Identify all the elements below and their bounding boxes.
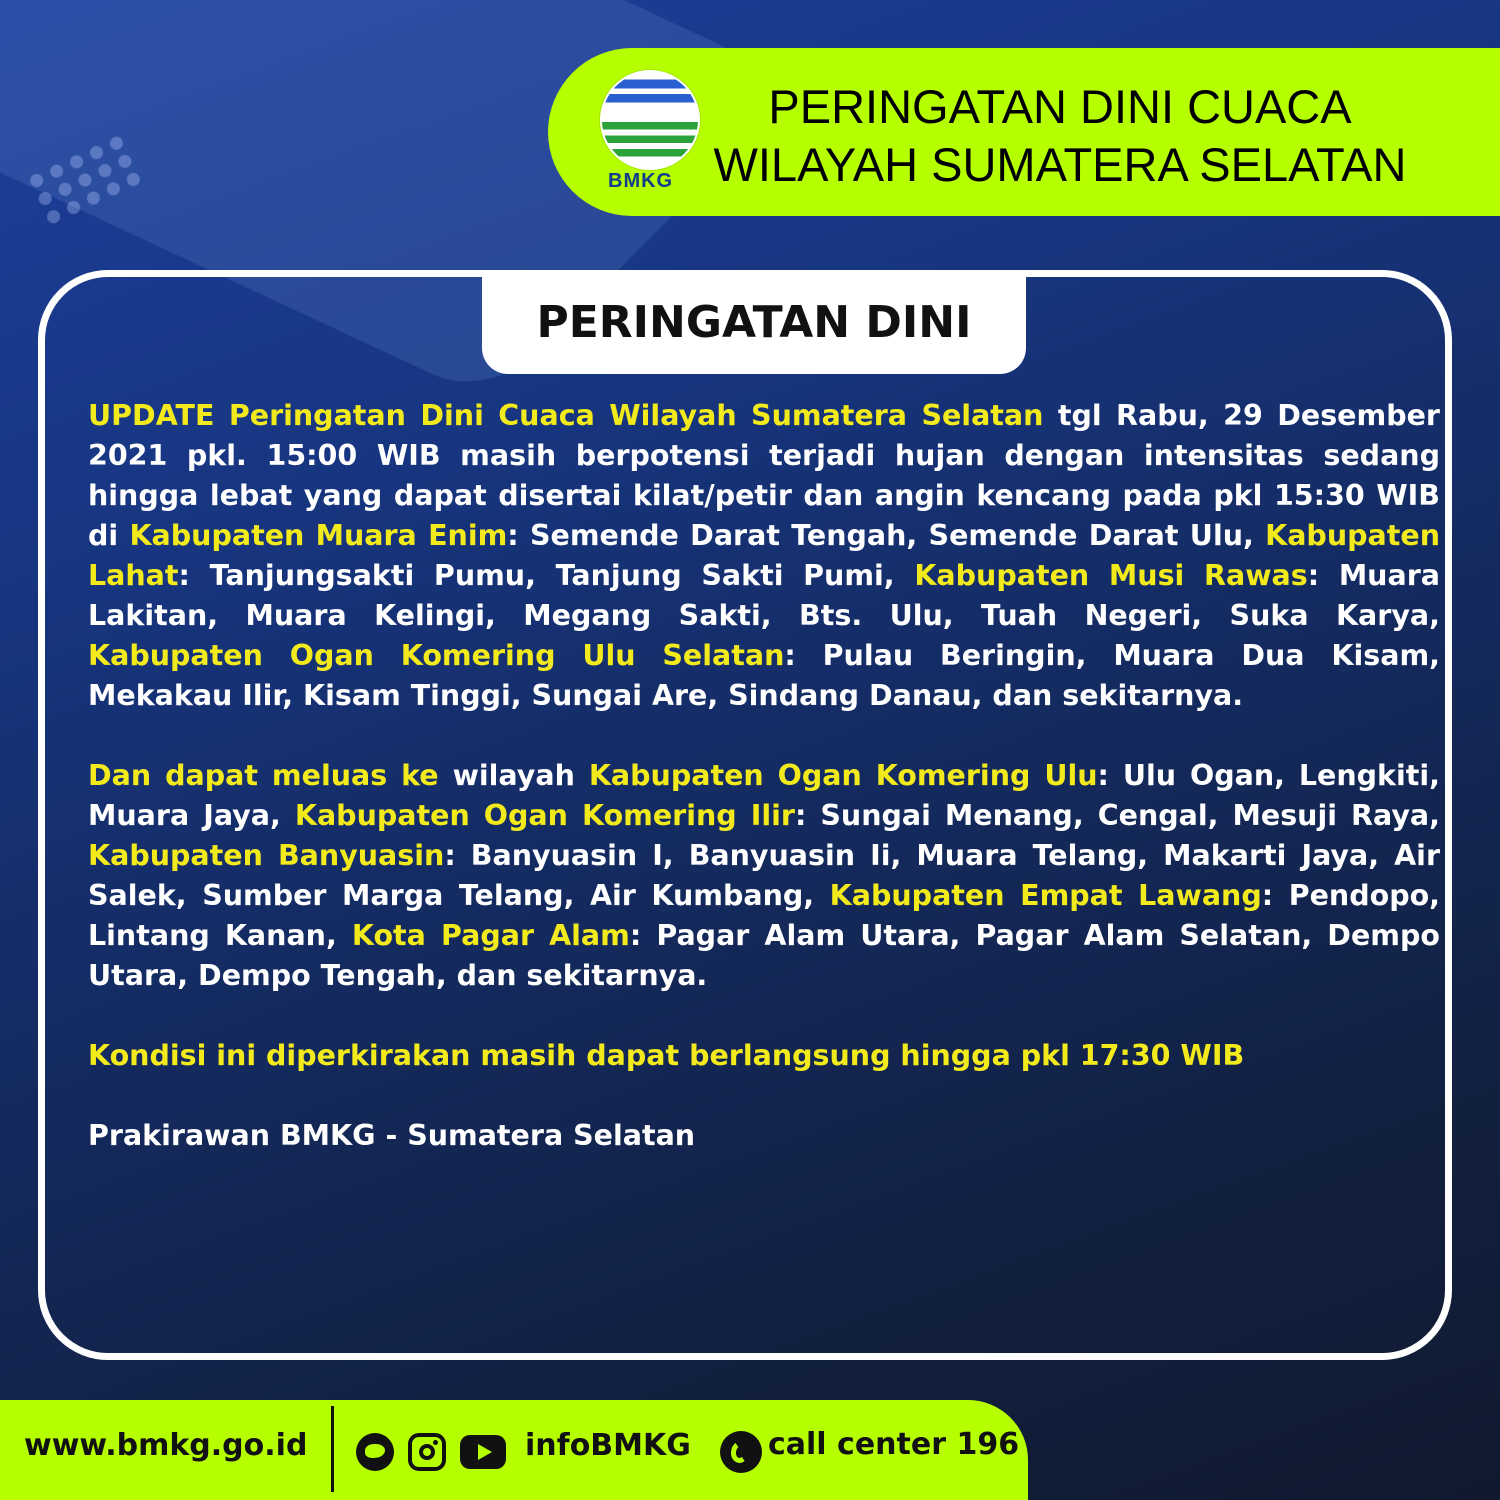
footer-bar — [0, 1400, 1028, 1500]
body-text: : Semende Darat Tengah, Semende Darat Ulu, — [507, 519, 1266, 552]
body-text: : Pendopo, Lintang Kanan, — [88, 879, 1440, 952]
paragraph-2 — [88, 756, 1440, 996]
title-line-1: PERINGATAN DINI CUACA — [768, 80, 1352, 133]
paragraph-1 — [88, 396, 1440, 716]
social-handle[interactable]: infoBMKG — [525, 1428, 691, 1463]
paragraph-3 — [88, 1036, 1440, 1076]
body-text: : Tanjungsakti Pumu, Tanjung Sakti Pumi, — [178, 559, 915, 592]
instagram-icon[interactable] — [408, 1433, 446, 1471]
body-text: : Banyuasin I, Banyuasin Ii, Muara Telang, Makarti Jaya, Air Salek, Sumber Marga Telang, Air Kumbang, — [88, 839, 1440, 912]
footer-divider — [331, 1406, 334, 1492]
title-line-2: WILAYAH SUMATERA SELATAN — [713, 138, 1407, 191]
twitter-icon[interactable] — [356, 1433, 394, 1471]
youtube-icon[interactable] — [460, 1435, 506, 1469]
body-text: tgl Rabu, 29 Desember 2021 pkl. 15:00 WIB masih berpotensi terjadi hujan dengan intensitas sedang hingga lebat yang dapat disertai kilat/petir dan angin kencang pada pkl 15:30 WIB di — [88, 399, 1440, 552]
highlight-text: Kabupaten Ogan Komering Ulu Selatan — [88, 639, 785, 672]
highlight-text: Kabupaten Lahat — [88, 519, 1440, 592]
highlight-text: Kabupaten Muara Enim — [129, 519, 508, 552]
call-center[interactable]: call center 196 — [768, 1427, 1020, 1462]
highlight-text: Kabupaten Banyuasin — [88, 839, 445, 872]
body-text: wilayah — [438, 759, 589, 792]
highlight-text: Kabupaten Ogan Komering Ulu — [588, 759, 1098, 792]
highlight-text: UPDATE Peringatan Dini Cuaca Wilayah Sumatera Selatan — [88, 399, 1044, 432]
page-title — [710, 78, 1410, 194]
highlight-text: Kondisi ini diperkirakan masih dapat berlangsung hingga pkl 17:30 WIB — [88, 1039, 1245, 1072]
body-text: : Ulu Ogan, Lengkiti, Muara Jaya, — [88, 759, 1440, 832]
body-text: : Pulau Beringin, Muara Dua Kisam, Mekakau Ilir, Kisam Tinggi, Sungai Are, Sindang Danau, dan sekitarnya. — [88, 639, 1440, 712]
highlight-text: Kabupaten Ogan Komering Ilir — [294, 799, 795, 832]
paragraph-4 — [88, 1116, 1440, 1156]
header-banner — [548, 48, 1500, 216]
body-text: : Pagar Alam Utara, Pagar Alam Selatan, Dempo Utara, Dempo Tengah, dan sekitarnya. — [88, 919, 1440, 992]
body-text: Prakirawan BMKG - Sumatera Selatan — [88, 1119, 696, 1152]
warning-text — [88, 396, 1440, 1196]
panel-tab — [482, 270, 1026, 374]
website-link[interactable]: www.bmkg.go.id — [24, 1428, 308, 1463]
highlight-text: Kabupaten Musi Rawas — [914, 559, 1308, 592]
panel-title: PERINGATAN DINI — [536, 296, 972, 348]
highlight-text: Kabupaten Empat Lawang — [829, 879, 1262, 912]
phone-icon — [720, 1431, 762, 1473]
highlight-text: Kota Pagar Alam — [351, 919, 630, 952]
bmkg-logo — [600, 70, 700, 194]
logo-text: BMKG — [608, 170, 674, 192]
body-text: : Muara Lakitan, Muara Kelingi, Megang Sakti, Bts. Ulu, Tuah Negeri, Suka Karya, — [88, 559, 1440, 632]
body-text: : Sungai Menang, Cengal, Mesuji Raya, — [794, 799, 1440, 832]
bmkg-logo-icon — [600, 70, 700, 170]
highlight-text: Dan dapat meluas ke — [88, 759, 439, 792]
